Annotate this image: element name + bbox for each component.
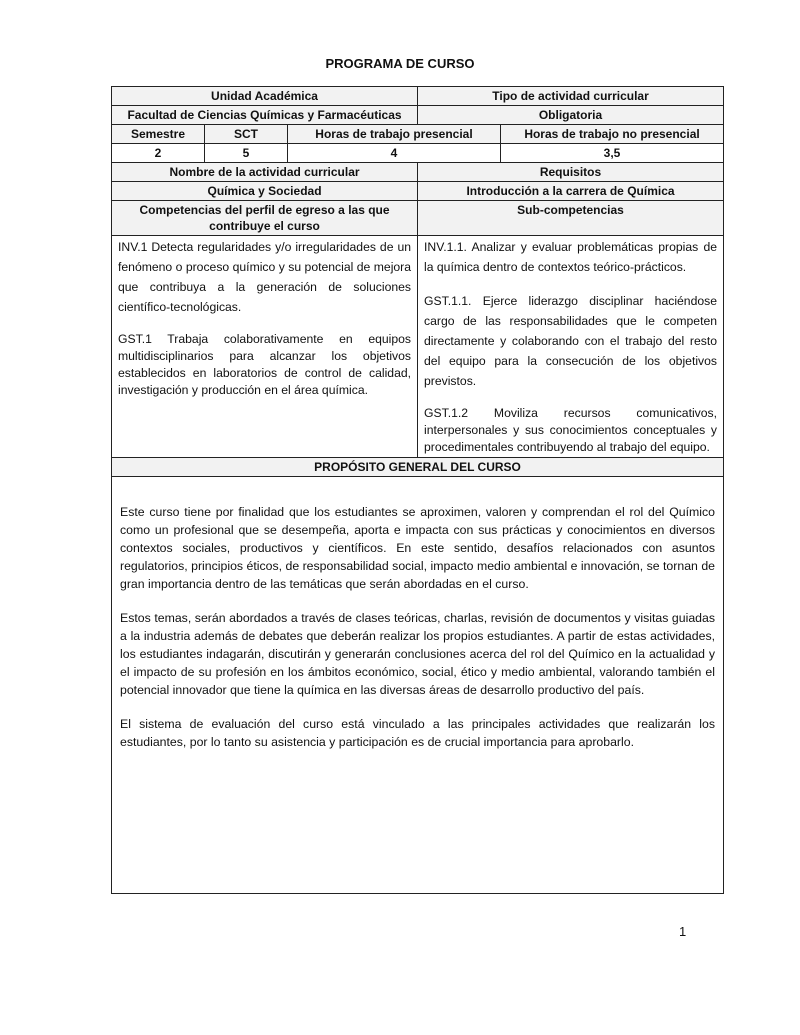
course-program-table bbox=[111, 86, 724, 894]
tipo-actividad-value: Obligatoria bbox=[418, 106, 724, 125]
semestre-label: Semestre bbox=[112, 125, 205, 144]
horas-no-presencial-label: Horas de trabajo no presencial bbox=[501, 125, 724, 144]
subcompetencias-cell bbox=[418, 236, 724, 458]
proposito-cell bbox=[112, 477, 724, 894]
competencia-item: INV.1 Detecta regularidades y/o irregularidades de un fenómeno o proceso químico y su potencial de mejora que contribuya a la generación de soluciones científico-tecnológicas. bbox=[118, 240, 412, 314]
requisitos-label: Requisitos bbox=[418, 163, 724, 182]
unidad-academica-value: Facultad de Ciencias Químicas y Farmacéuticas bbox=[112, 106, 418, 125]
competencia-item: GST.1 Trabaja colaborativamente en equipos multidisciplinarios para alcanzar los objetivos establecidos en laboratorios de control de calidad, investigación y producción en el área química. bbox=[118, 332, 412, 397]
page-title: PROGRAMA DE CURSO bbox=[325, 56, 475, 71]
subcompetencia-item: GST.1.1. Ejerce liderazgo disciplinar haciéndose cargo de las responsabilidades que le competen directamente y colaborando con el trabajo del resto del equipo para la consecución de los objetivos previstos. bbox=[424, 294, 718, 388]
nombre-actividad-value: Química y Sociedad bbox=[112, 182, 418, 201]
semestre-value: 2 bbox=[112, 144, 205, 163]
horas-no-presencial-value: 3,5 bbox=[501, 144, 724, 163]
competencias-cell bbox=[112, 236, 418, 458]
subcompetencias-label: Sub-competencias bbox=[418, 201, 724, 236]
sct-value: 5 bbox=[205, 144, 288, 163]
unidad-academica-label: Unidad Académica bbox=[112, 87, 418, 106]
horas-presencial-label: Horas de trabajo presencial bbox=[288, 125, 501, 144]
subcompetencia-item: GST.1.2 Moviliza recursos comunicativos, interpersonales y sus conocimientos conceptuales y procedimentales contribuyendo al trabajo del equipo. bbox=[424, 406, 718, 454]
proposito-paragraph: Este curso tiene por finalidad que los estudiantes se aproximen, valoren y comprendan el rol del Químico como un profesional que se desempeña, aporta e impacta con sus prácticas y conocimientos en diversos contextos sociales, productivos y científicos. En este sentido, desafíos relacionados con asuntos regulatorios, principios éticos, de responsabilidad social, impacto medio ambiental e innovación, se tornan de gran importancia dentro de las temáticas que serán abordadas en el curso. bbox=[120, 505, 716, 591]
horas-presencial-value: 4 bbox=[288, 144, 501, 163]
proposito-paragraph: El sistema de evaluación del curso está vinculado a las principales actividades que realizarán los estudiantes, por lo tanto su asistencia y participación es de crucial importancia para aprobarlo. bbox=[120, 717, 716, 749]
proposito-paragraph: Estos temas, serán abordados a través de clases teóricas, charlas, revisión de documentos y visitas guiadas a la industria además de debates que deberán realizar los propios estudiantes. A partir de estas actividades, los estudiantes indagarán, discutirán y generarán conclusiones acerca del rol del Químico en la actualidad y el impacto de su profesión en los ámbitos económico, social, ético y medio ambiental, valorando también el potencial innovador que tiene la química en las diversas áreas de desarrollo productivo del país. bbox=[120, 611, 716, 697]
tipo-actividad-label: Tipo de actividad curricular bbox=[418, 87, 724, 106]
requisitos-value: Introducción a la carrera de Química bbox=[418, 182, 724, 201]
sct-label: SCT bbox=[205, 125, 288, 144]
proposito-label: PROPÓSITO GENERAL DEL CURSO bbox=[112, 458, 724, 477]
subcompetencia-item: INV.1.1. Analizar y evaluar problemáticas propias de la química dentro de contextos teórico-prácticos. bbox=[424, 240, 718, 274]
page-number: 1 bbox=[679, 924, 687, 939]
competencias-label: Competencias del perfil de egreso a las que contribuye el curso bbox=[112, 201, 418, 236]
nombre-actividad-label: Nombre de la actividad curricular bbox=[112, 163, 418, 182]
